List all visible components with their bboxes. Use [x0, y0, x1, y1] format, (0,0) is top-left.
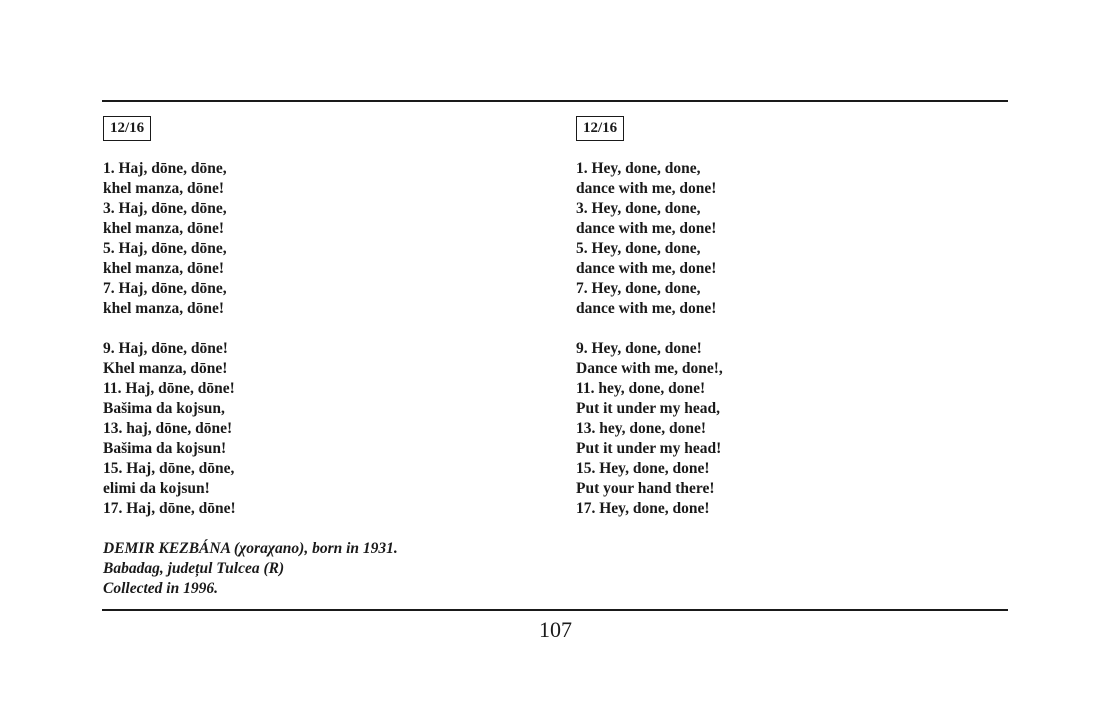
lyric-line: Dance with me, done!,	[576, 360, 723, 377]
lyric-line: 13. haj, dōne, dōne!	[103, 420, 233, 437]
lyric-line: dance with me, done!	[576, 180, 717, 197]
lyric-line: 5. Hey, done, done,	[576, 240, 701, 257]
lyric-line: Put it under my head,	[576, 400, 720, 417]
lyric-line: elimi da kojsun!	[103, 480, 210, 497]
lyric-line: khel manza, dōne!	[103, 300, 224, 317]
lyric-line: 15. Haj, dōne, dōne,	[103, 460, 235, 477]
lyric-line: 9. Hey, done, done!	[576, 340, 702, 357]
lyric-line: Put your hand there!	[576, 480, 715, 497]
lyric-line: 3. Hey, done, done,	[576, 200, 701, 217]
lyric-line: 3. Haj, dōne, dōne,	[103, 200, 227, 217]
translation-column	[576, 116, 996, 539]
stanza	[103, 339, 523, 519]
lyric-line: 7. Hey, done, done,	[576, 280, 701, 297]
lyric-line: 1. Haj, dōne, dōne,	[103, 160, 227, 177]
page-number: 107	[539, 617, 572, 642]
lyric-line: 13. hey, done, done!	[576, 420, 707, 437]
lyric-line: khel manza, dōne!	[103, 260, 224, 277]
lyric-line: 17. Haj, dōne, dōne!	[103, 500, 236, 517]
lyric-line: dance with me, done!	[576, 220, 717, 237]
lyric-line: Bašima da kojsun!	[103, 440, 227, 457]
stanza	[103, 159, 523, 319]
stanza	[576, 159, 996, 319]
song-id-box: 12/16	[103, 116, 151, 141]
lyric-line: Put it under my head!	[576, 440, 722, 457]
lyric-line: dance with me, done!	[576, 300, 717, 317]
lyric-line: Khel manza, dōne!	[103, 360, 228, 377]
lyric-line: 5. Haj, dōne, dōne,	[103, 240, 227, 257]
lyric-line: 17. Hey, done, done!	[576, 500, 710, 517]
singer-name: DEMIR KEZBÁNA (χoraχano), born in 1931.	[103, 540, 398, 557]
lyric-line: 7. Haj, dōne, dōne,	[103, 280, 227, 297]
lyric-line: 1. Hey, done, done,	[576, 160, 701, 177]
lyric-line: 11. Haj, dōne, dōne!	[103, 380, 235, 397]
stanza	[576, 339, 996, 519]
lyric-line: khel manza, dōne!	[103, 220, 224, 237]
lyric-line: 9. Haj, dōne, dōne!	[103, 340, 228, 357]
lyric-line: 15. Hey, done, done!	[576, 460, 710, 477]
lyric-line: dance with me, done!	[576, 260, 717, 277]
bottom-rule	[102, 609, 1008, 611]
song-id-box: 12/16	[576, 116, 624, 141]
original-lyrics-column	[103, 116, 523, 599]
top-rule	[102, 100, 1008, 102]
lyric-line: khel manza, dōne!	[103, 180, 224, 197]
collection-year: Collected in 1996.	[103, 580, 218, 597]
recording-location: Babadag, județul Tulcea (R)	[103, 560, 285, 577]
singer-credits	[103, 539, 523, 599]
lyric-line: 11. hey, done, done!	[576, 380, 706, 397]
lyric-line: Bašima da kojsun,	[103, 400, 225, 417]
